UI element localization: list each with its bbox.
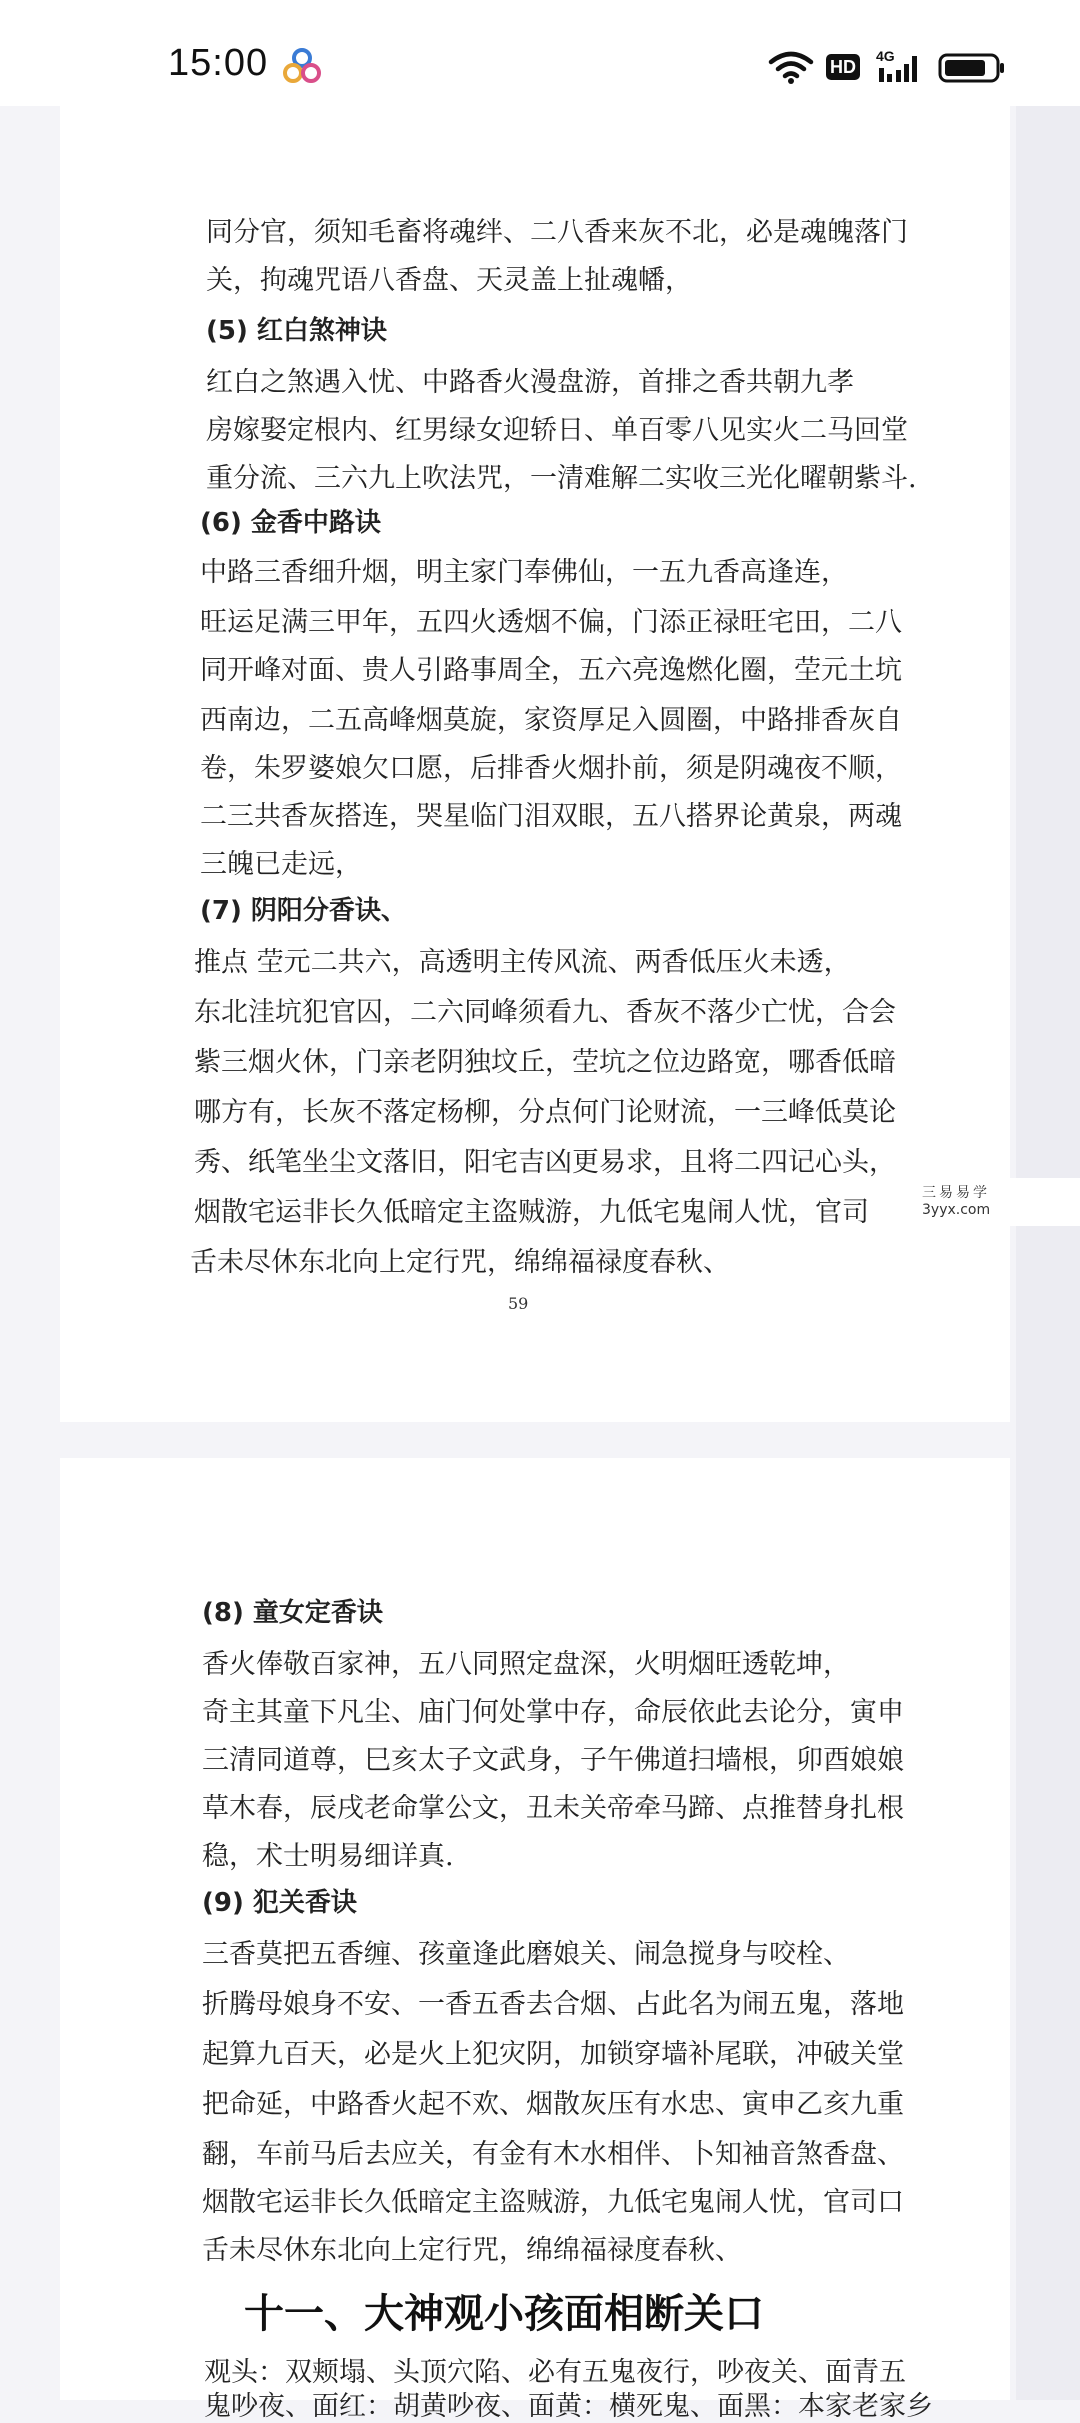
- text-line: 奇主其童下凡尘、庙门何处掌中存，命辰依此去论分，寅申: [202, 1697, 904, 1728]
- hd-voice-icon: HD: [826, 54, 860, 80]
- battery-icon: [938, 53, 1006, 83]
- text-line-partial: 鬼吵夜、面红：胡黄吵夜、面黄：横死鬼、面黑：本家老家乡: [204, 2391, 933, 2422]
- text-line: 重分流、三六九上吹法咒，一清难解二实收三光化曜朝紫斗.: [206, 463, 917, 494]
- text-line: 把命延，中路香火起不欢、烟散灰压有水忠、寅申乙亥九重: [202, 2089, 904, 2120]
- text-line: 烟散宅运非长久低暗定主盗贼游，九低宅鬼闹人忧，官司口: [202, 2187, 904, 2218]
- text-line: 秀、纸笔坐尘文落旧，阳宅吉凶更易求，且将二四记心头，: [194, 1147, 896, 1178]
- text-line: 稳，术士明易细详真.: [202, 1841, 454, 1872]
- text-line: 三清同道尊，巳亥太子文武身，子午佛道扫墙根，卯酉娘娘: [202, 1745, 904, 1776]
- watermark-url: 3yyx.com: [922, 1202, 991, 1218]
- text-line: 折腾母娘身不安、一香五香去合烟、占此名为闹五鬼，落地: [202, 1989, 904, 2020]
- text-line: 三香莫把五香缠、孩童逢此磨娘关、闹急搅身与咬栓、: [202, 1939, 850, 1970]
- text-line: 西南边，二五高峰烟莫旋，家资厚足入圆圈，中路排香灰自: [200, 705, 902, 736]
- text-line: 紫三烟火休，门亲老阴独坟丘，茔坑之位边路宽，哪香低暗: [194, 1047, 896, 1078]
- status-time: 15:00: [168, 42, 269, 84]
- viewer-right-margin: [1016, 106, 1080, 2400]
- text-line: 中路三香细升烟，明主家门奉佛仙，一五九香高逢连，: [200, 557, 848, 588]
- section-heading: (6) 金香中路诀: [200, 508, 381, 538]
- text-line: 二三共香灰搭连，哭星临门泪双眼，五八搭界论黄泉，两魂: [200, 801, 902, 832]
- text-line: 香火俸敬百家神，五八同照定盘深，火明烟旺透乾坤，: [202, 1649, 850, 1680]
- text-line: 红白之煞遇入忧、中路香火漫盘游，首排之香共朝九孝: [206, 367, 854, 398]
- text-line: 哪方有，长灰不落定杨柳，分点何门论财流，一三峰低莫论: [194, 1097, 896, 1128]
- text-line: 同开峰对面、贵人引路事周全，五六亮逸燃化圈，茔元土坑: [200, 655, 902, 686]
- section-heading: (5) 红白煞神诀: [206, 316, 387, 346]
- section-heading: (8) 童女定香诀: [202, 1598, 383, 1628]
- status-bar: [0, 0, 1080, 106]
- text-line: 关，拘魂咒语八香盘、天灵盖上扯魂幡，: [206, 265, 692, 296]
- section-heading: (7) 阴阳分香诀、: [200, 896, 407, 926]
- text-line: 舌未尽休东北向上定行咒，绵绵福禄度春秋、: [202, 2235, 742, 2266]
- text-line: 房嫁娶定根内、红男绿女迎轿日、单百零八见实火二马回堂: [206, 415, 908, 446]
- wifi-icon: [768, 50, 814, 84]
- chapter-heading: 十一、大神观小孩面相断关口: [244, 2291, 764, 2337]
- document-page-60[interactable]: [60, 1458, 1010, 2400]
- page-number: 59: [508, 1294, 529, 1313]
- text-line: 东北洼坑犯官囚，二六同峰须看九、香灰不落少亡忧，合会: [194, 997, 896, 1028]
- text-line: 同分官，须知毛畜将魂绊、二八香来灰不北，必是魂魄落门: [206, 217, 908, 248]
- text-line: 三魄已走远，: [200, 849, 362, 880]
- app-notification-icon: [282, 46, 322, 86]
- network-type-label: 4G: [876, 48, 895, 64]
- text-line: 草木春，辰戌老命掌公文，丑未关帝牵马蹄、点推替身扎根: [202, 1793, 904, 1824]
- text-line: 卷，朱罗婆娘欠口愿，后排香火烟扑前，须是阴魂夜不顺，: [200, 753, 902, 784]
- text-line: 翻，车前马后去应关，有金有木水相伴、卜知袖音煞香盘、: [202, 2139, 904, 2170]
- document-page-59[interactable]: [60, 106, 1010, 1422]
- text-line: 起算九百天，必是火上犯灾阴，加锁穿墙补尾联，冲破关堂: [202, 2039, 904, 2070]
- watermark-badge: [908, 1178, 1080, 1226]
- text-line: 舌未尽休东北向上定行咒，绵绵福禄度春秋、: [190, 1247, 730, 1278]
- section-heading: (9) 犯关香诀: [202, 1888, 357, 1918]
- text-line: 观头：双颊塌、头顶穴陷、必有五鬼夜行，吵夜关、面青五: [204, 2357, 906, 2388]
- text-line: 旺运足满三甲年，五四火透烟不偏，门添正禄旺宅田，二八: [200, 607, 902, 638]
- text-line: 推点 茔元二共六，高透明主传风流、两香低压火未透，: [194, 947, 851, 978]
- cellular-signal-icon: [876, 48, 924, 84]
- watermark-title: 三易易学: [922, 1185, 990, 1201]
- text-line: 烟散宅运非长久低暗定主盗贼游，九低宅鬼闹人忧，官司: [194, 1197, 869, 1228]
- viewer-left-margin: [0, 106, 60, 2400]
